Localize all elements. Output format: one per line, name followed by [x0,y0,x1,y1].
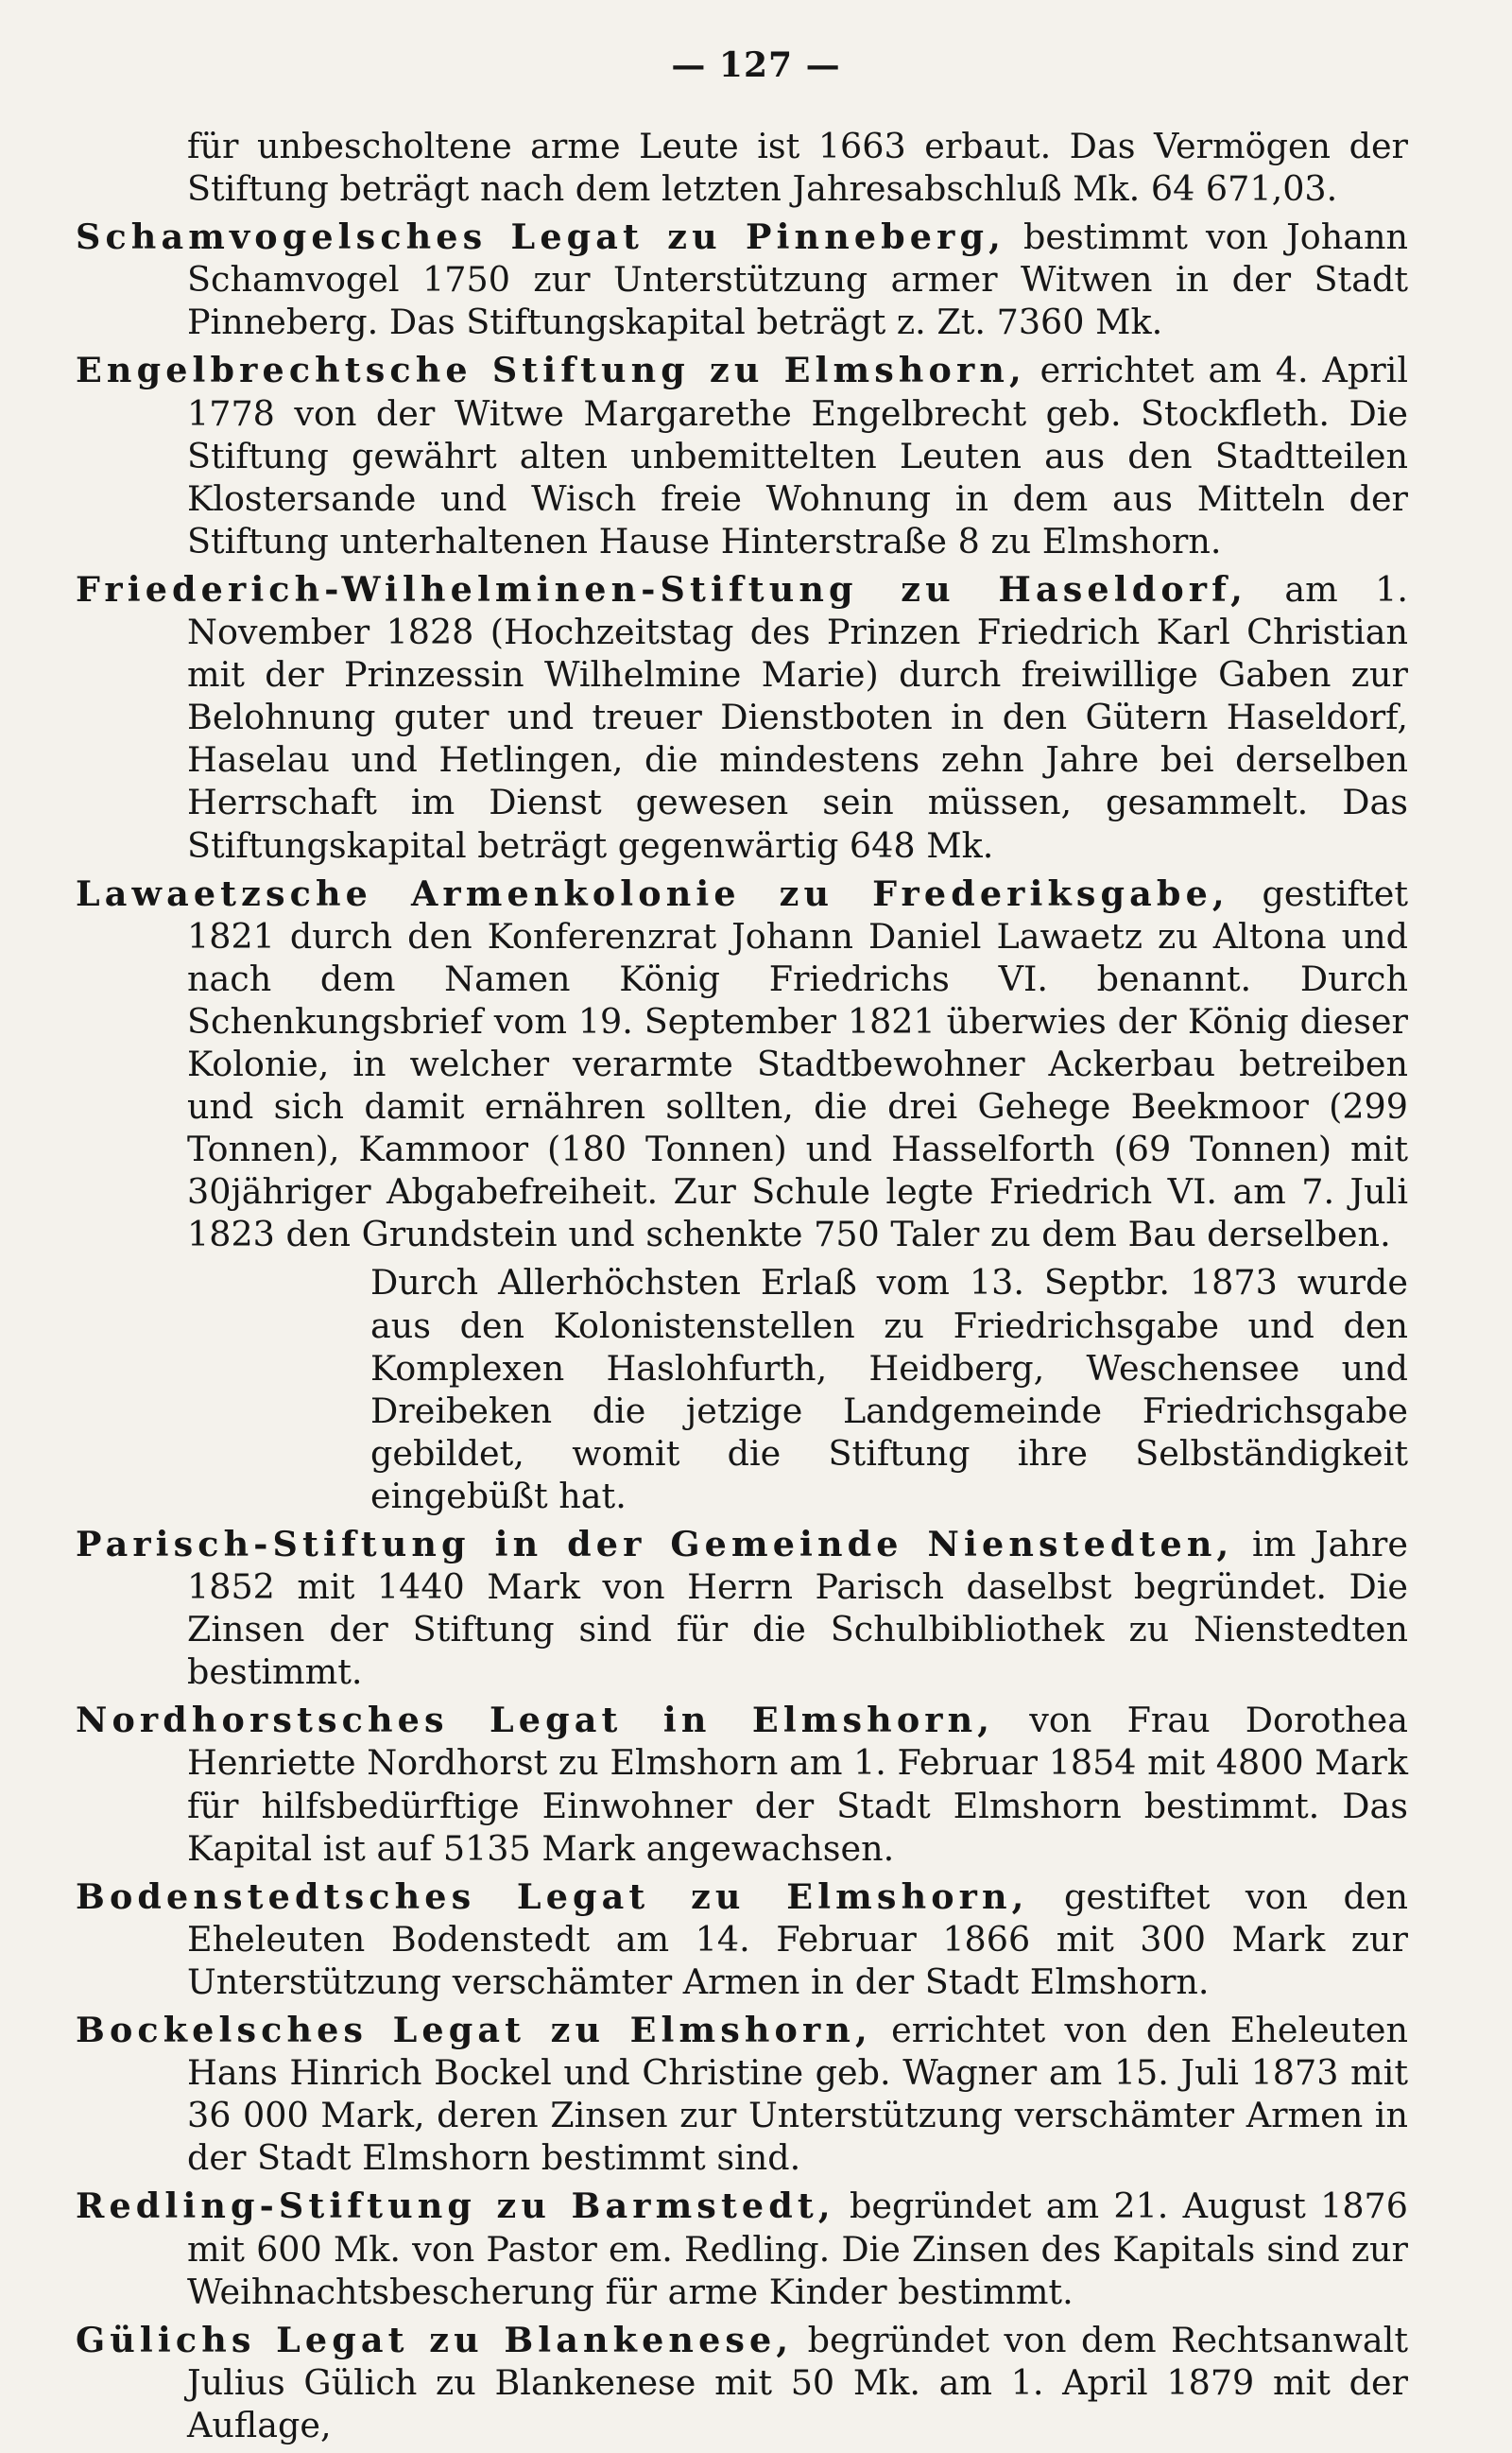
entry-heading: Friederich-Wilhelminen-Stiftung zu Haseldorf, [76,568,1247,610]
entry-lawaetz-paragraph [76,1261,1408,1517]
entry-text: am 1. November 1828 (Hochzeitstag des Prinzen Friedrich Karl Christian mit der Prinzessin Wilhelmine Marie) durch freiwillige Gaben zur Belohnung guter und treuer Dienstboten in den Gütern Haseldorf, Haselau und Hetlingen, die mindestens zehn Jahre bei derselben Herrschaft im Dienst gewesen sein müssen, gesammelt. Das Stiftungskapital beträgt gegenwärtig 648 Mk. [187,568,1408,866]
entry-text: für unbescholtene arme Leute ist 1663 erbaut. Das Vermögen der Stiftung beträgt nach dem letzten Jahresabschluß Mk. 64 671,03. [187,126,1408,210]
entry-text: begründet von dem Rechtsanwalt Julius Gülich zu Blankenese mit 50 Mk. am 1. April 1879 mit der Auflage, [187,2319,1409,2445]
entry-text: errichtet am 4. April 1778 von der Witwe Margarethe Engelbrecht geb. Stockfleth. Die Stiftung gewährt alten unbemittelten Leuten aus den Stadtteilen Klostersande und Wisch freie Wohnung in dem aus Mitteln der Stiftung unterhaltenen Hause Hinterstraße 8 zu Elmshorn. [187,350,1408,561]
entry-guelich-legat [76,2319,1408,2446]
entry-text: gestiftet von den Eheleuten Bodenstedt am 14. Februar 1866 mit 300 Mark zur Unterstützung verschämter Armen in der Stadt Elmshorn. [187,1875,1408,2002]
entry-heading: Lawaetzsche Armenkolonie zu Frederiksgabe, [76,872,1229,914]
entry-heading: Gülichs Legat zu Blankenese, [76,2319,794,2360]
entry-parisch-stiftung [76,1523,1408,1693]
entry-heading: Bodenstedtsches Legat zu Elmshorn, [76,1875,1029,1917]
entry-lawaetz-armenkolonie [76,872,1408,1256]
entry-friederich-wilhelminen-stiftung [76,568,1408,867]
entry-text: gestiftet 1821 durch den Konferenzrat Johann Daniel Lawaetz zu Altona und nach dem Namen König Friedrichs VI. benannt. Durch Schenkungsbrief vom 19. September 1821 überwies der König dieser Kolonie, in welcher verarmte Stadtbewohner Ackerbau betreiben und sich damit ernähren sollten, die drei Gehege Beekmoor (299 Tonnen), Kammoor (180 Tonnen) und Hasselforth (69 Tonnen) mit 30jähriger Abgabefreiheit. Zur Schule legte Friedrich VI. am 7. Juli 1823 den Grundstein und schenkte 750 Taler zu dem Bau derselben. [187,872,1408,1255]
entry-list [76,125,1408,2452]
entry-heading: Schamvogelsches Legat zu Pinneberg, [76,216,1005,258]
entry-text: begründet am 21. August 1876 mit 600 Mk. von Pastor em. Redling. Die Zinsen des Kapitals sind zur Weihnachtsbescherung für arme Kinder bestimmt. [187,2185,1408,2312]
entry-continuation [76,125,1408,210]
entry-heading: Engelbrechtsche Stiftung zu Elmshorn, [76,350,1026,391]
entry-heading: Nordhorstsches Legat in Elmshorn, [76,1700,995,1741]
entry-redling-stiftung [76,2185,1408,2312]
entry-engelbrecht-stiftung [76,349,1408,561]
entry-schamvogel-legat [76,216,1408,343]
page-number: — 127 — [671,45,841,85]
entry-heading: Redling-Stiftung zu Barmstedt, [76,2185,835,2227]
entry-text: errichtet von den Eheleuten Hans Hinrich Bockel und Christine geb. Wagner am 15. Juli 1873 mit 36 000 Mark, deren Zinsen zur Unterstützung verschämter Armen in der Stadt Elmshorn bestimmt sind. [187,2010,1409,2179]
entry-text: bestimmt von Johann Schamvogel 1750 zur Unterstützung armer Witwen in der Stadt Pinneberg. Das Stiftungskapital beträgt z. Zt. 7360 Mk. [187,216,1408,343]
entry-bockel-legat [76,2009,1408,2179]
entry-text: von Frau Dorothea Henriette Nordhorst zu Elmshorn am 1. Februar 1854 mit 4800 Mark für hilfsbedürftige Einwohner der Stadt Elmshorn bestimmt. Das Kapital ist auf 5135 Mark angewachsen. [187,1700,1408,1869]
entry-text: Durch Allerhöchsten Erlaß vom 13. Septbr. 1873 wurde aus den Kolonistenstellen zu Friedrichsgabe und den Komplexen Haslohfurth, Heidberg, Weschensee und Dreibeken die jetzige Landgemeinde Friedrichsgabe gebildet, womit die Stiftung ihre Selbständigkeit eingebüßt hat. [370,1262,1408,1516]
entry-bodenstedt-legat [76,1875,1408,2003]
entry-nordhorst-legat [76,1699,1408,1869]
entry-text: im Jahre 1852 mit 1440 Mark von Herrn Parisch daselbst begründet. Die Zinsen der Stiftung sind für die Schulbibliothek zu Nienstedten bestimmt. [187,1524,1408,1693]
entry-heading: Bockelsches Legat zu Elmshorn, [76,2010,872,2051]
entry-heading: Parisch-Stiftung in der Gemeinde Nienstedten, [76,1524,1234,1564]
